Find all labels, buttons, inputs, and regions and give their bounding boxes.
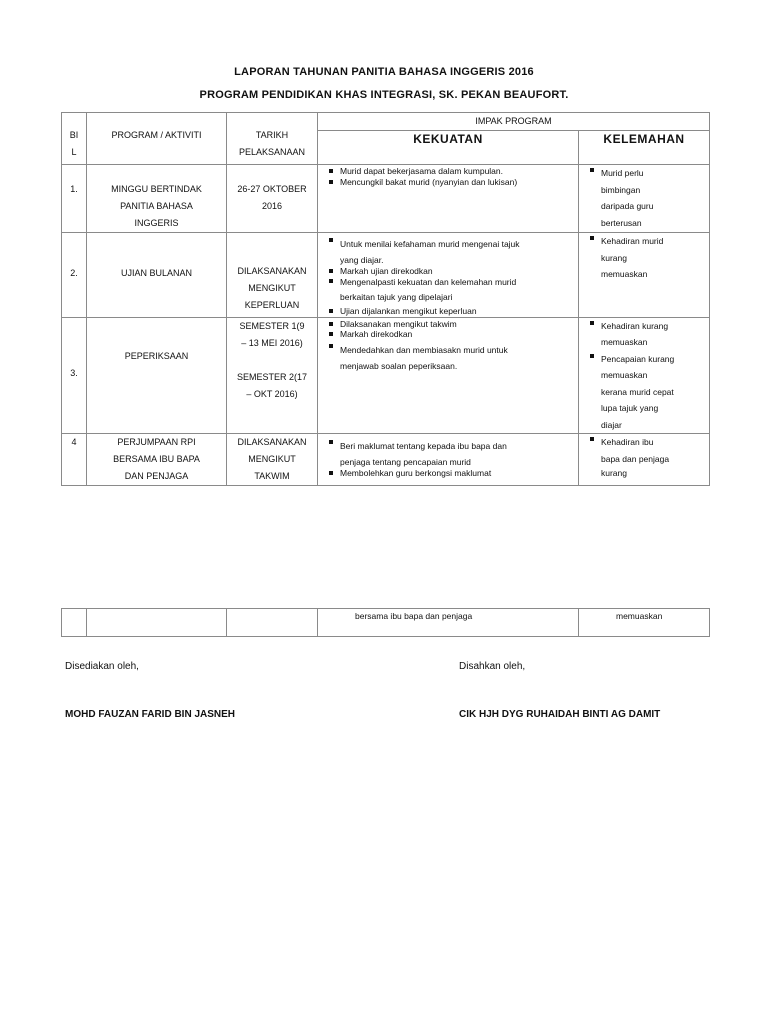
list-item: Markah direkodkan [340,329,578,340]
row-kekuatan: Beri maklumat tentang kepada ibu bapa dan penjaga tentang pencapaian murid Membolehkan guru berkongsi maklumat [318,434,579,486]
list-item: Kehadiran kurang [601,318,709,335]
report-subtitle: PROGRAM PENDIDIKAN KHAS INTEGRASI, SK. PEKAN BEAUFORT. [199,89,569,101]
cont-kekuatan: bersama ibu bapa dan penjaga [318,609,579,637]
row-program: MINGGU BERTINDAK PANITIA BAHASA INGGERIS [87,165,227,233]
row-kelemahan: Kehadiran ibu bapa dan penjaga kurang [579,434,710,486]
row-kekuatan: Untuk menilai kefahaman murid mengenai tajuk yang diajar. Markah ujian direkodkan Mengenalpasti kekuatan dan kelemahan murid berkaitan tajuk yang dipelajari Ujian dijalankan mengikut keperluan [318,233,579,318]
header-impak: IMPAK PROGRAM [318,113,710,131]
row-program: UJIAN BULANAN [87,233,227,318]
table-row [62,165,710,233]
row-bil: 1. [62,165,87,233]
list-item: Pencapaian kurang [601,351,709,368]
row-program: PEPERIKSAAN [87,317,227,434]
list-item: Kehadiran murid [601,233,709,250]
header-kekuatan: KEKUATAN [318,131,579,165]
list-item: Murid perlu [601,165,709,182]
list-item: Murid dapat bekerjasama dalam kumpulan. [340,166,578,177]
table-row [62,317,710,434]
list-item: Dilaksanakan mengikut takwim [340,319,578,330]
prepared-by-label: Disediakan oleh, [65,661,139,672]
prepared-by-name: MOHD FAUZAN FARID BIN JASNEH [65,709,236,720]
table-row [62,609,710,637]
row-kekuatan [318,165,579,233]
row-program: PERJUMPAAN RPI BERSAMA IBU BAPA DAN PENJAGA [87,434,227,486]
continuation-table [61,608,710,637]
list-item: Kehadiran ibu [601,434,709,451]
list-item: Ujian dijalankan mengikut keperluan [340,306,578,317]
program-table [61,112,710,486]
row-tarikh: SEMESTER 1(9 – 13 MEI 2016) SEMESTER 2(17 – OKT 2016) [227,317,318,434]
row-kelemahan: Kehadiran murid kurang memuaskan [579,233,710,318]
row-kelemahan: Kehadiran kurang memuaskan Pencapaian kurang memuaskan kerana murid cepat lupa tajuk yang diajar [579,317,710,434]
row-bil: 3. [62,317,87,434]
cont-program [87,609,227,637]
approved-by-name: CIK HJH DYG RUHAIDAH BINTI AG DAMIT [459,709,661,720]
cont-bil [62,609,87,637]
header-kelemahan: KELEMAHAN [579,131,710,165]
row-tarikh: DILAKSANAKAN MENGIKUT KEPERLUAN [227,233,318,318]
row-bil: 4 [62,434,87,486]
row-tarikh: DILAKSANAKAN MENGIKUT TAKWIM [227,434,318,486]
row-kelemahan: Murid perlu bimbingan daripada guru berterusan [579,165,710,233]
row-tarikh: 26-27 OKTOBER 2016 [227,165,318,233]
table-row [62,233,710,318]
list-item: Mencungkil bakat murid (nyanyian dan lukisan) [340,177,578,188]
list-item: Membolehkan guru berkongsi maklumat [340,468,578,479]
row-bil: 2. [62,233,87,318]
cont-tarikh [227,609,318,637]
cont-kelemahan: memuaskan [579,609,710,637]
list-item: Mendedahkan dan membiasakn murid untuk [340,340,578,361]
list-item: Untuk menilai kefahaman murid mengenai tajuk [340,234,578,255]
table-row [62,434,710,486]
approved-by-label: Disahkan oleh, [459,661,526,672]
header-program: PROGRAM / AKTIVITI [87,113,227,165]
list-item: Beri maklumat tentang kepada ibu bapa dan [340,436,578,457]
row-kekuatan: Dilaksanakan mengikut takwim Markah direkodkan Mendedahkan dan membiasakn murid untuk menjawab soalan peperiksaan. [318,317,579,434]
header-bil: BI L [62,113,87,165]
list-item: Markah ujian direkodkan [340,266,578,277]
report-title: LAPORAN TAHUNAN PANITIA BAHASA INGGERIS 2016 [234,66,534,78]
table-header-row [62,113,710,131]
list-item: Mengenalpasti kekuatan dan kelemahan murid [340,276,578,289]
header-tarikh: TARIKH PELAKSANAAN [227,113,318,165]
